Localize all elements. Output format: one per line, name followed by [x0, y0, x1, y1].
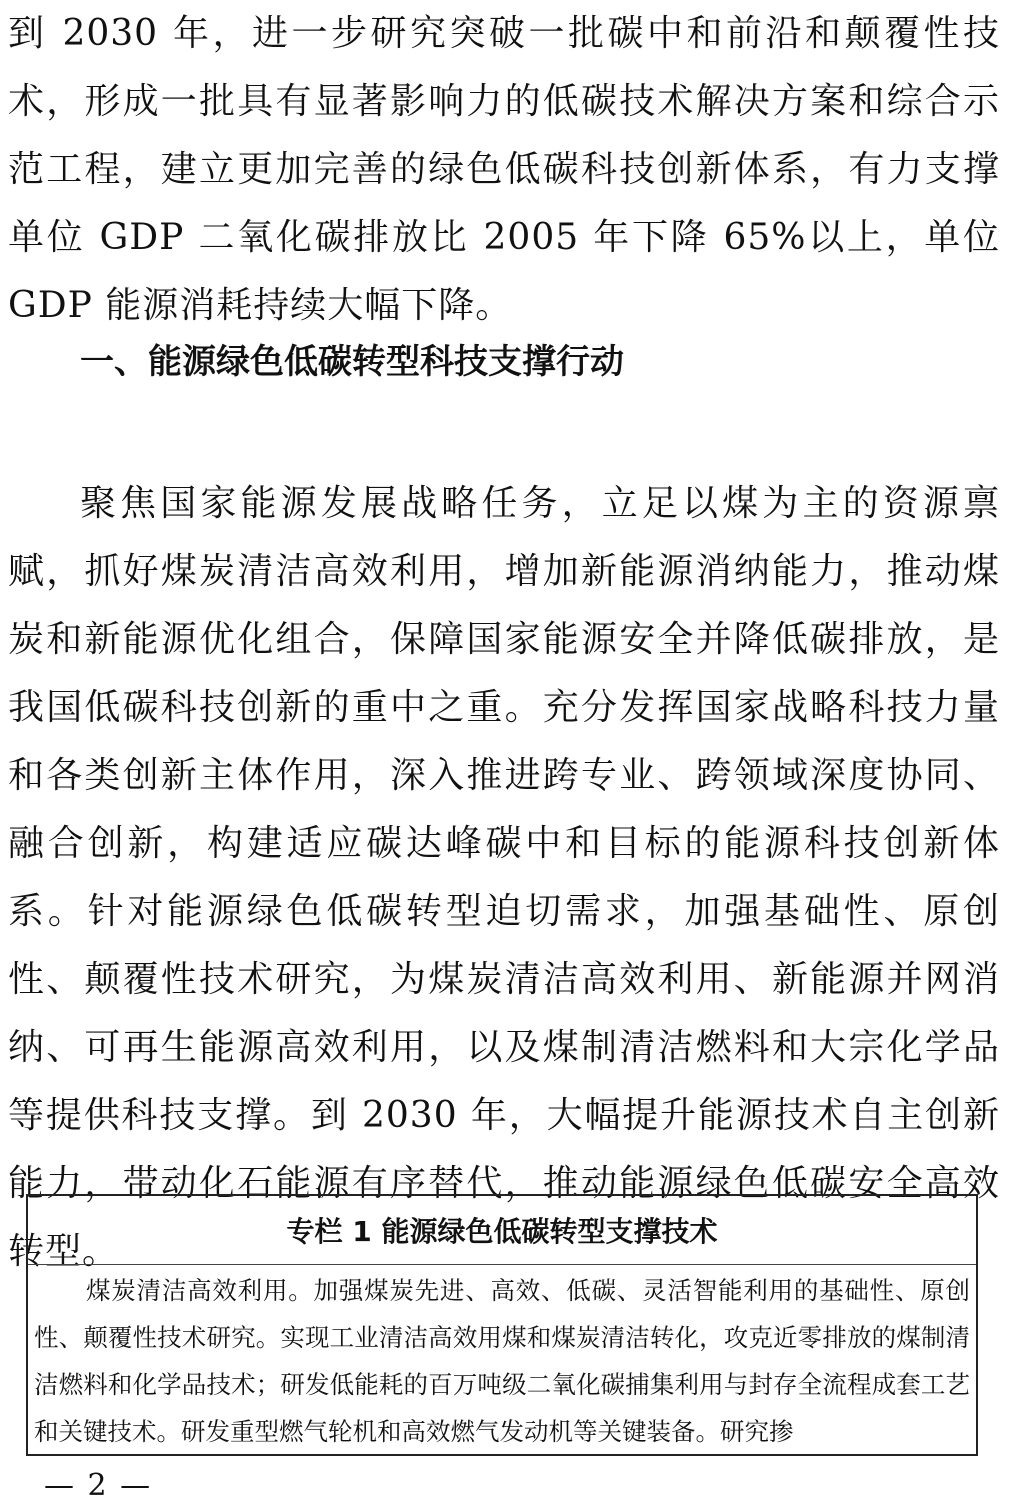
section-body-paragraph: 聚焦国家能源发展战略任务，立足以煤为主的资源禀赋，抓好煤炭清洁高效利用，增加新能源消纳能力，推动煤炭和新能源优化组合，保障国家能源安全并降低碳排放，是我国低碳科技创新的重中之重。充分发挥国家战略科技力量和各类创新主体作用，深入推进跨专业、跨领域深度协同、融合创新，构建适应碳达峰碳中和目标的能源科技创新体系。针对能源绿色低碳转型迫切需求，加强基础性、原创性、颠覆性技术研究，为煤炭清洁高效利用、新能源并网消纳、可再生能源高效利用，以及煤制清洁燃料和大宗化学品等提供科技支撑。到 2030 年，大幅提升能源技术自主创新能力，带动化石能源有序替代，推动能源绿色低碳安全高效转型。 — [8, 483, 1000, 1272]
column-box-body: 煤炭清洁高效利用。加强煤炭先进、高效、低碳、灵活智能利用的基础性、原创性、颠覆性技术研究。实现工业清洁高效用煤和煤炭清洁转化，攻克近零排放的煤制清洁燃料和化学品技术；研发低能耗的百万吨级二氧化碳捕集利用与封存全流程成套工艺和关键技术。研发重型燃气轮机和高效燃气发动机等关键装备。研究掺 — [34, 1276, 970, 1446]
page-number: — 2 — — [44, 1468, 153, 1503]
section-heading: 一、能源绿色低碳转型科技支撑行动 — [80, 342, 624, 382]
column-box — [26, 1194, 978, 1456]
column-box-title: 专栏 1 能源绿色低碳转型支撑技术 — [28, 1196, 976, 1265]
intro-paragraph: 到 2030 年，进一步研究突破一批碳中和前沿和颠覆性技术，形成一批具有显著影响力的低碳技术解决方案和综合示范工程，建立更加完善的绿色低碳科技创新体系，有力支撑单位 GDP 二氧化碳排放比 2005 年下降 65%以上，单位 GDP 能源消耗持续大幅下降。 — [8, 13, 1000, 326]
